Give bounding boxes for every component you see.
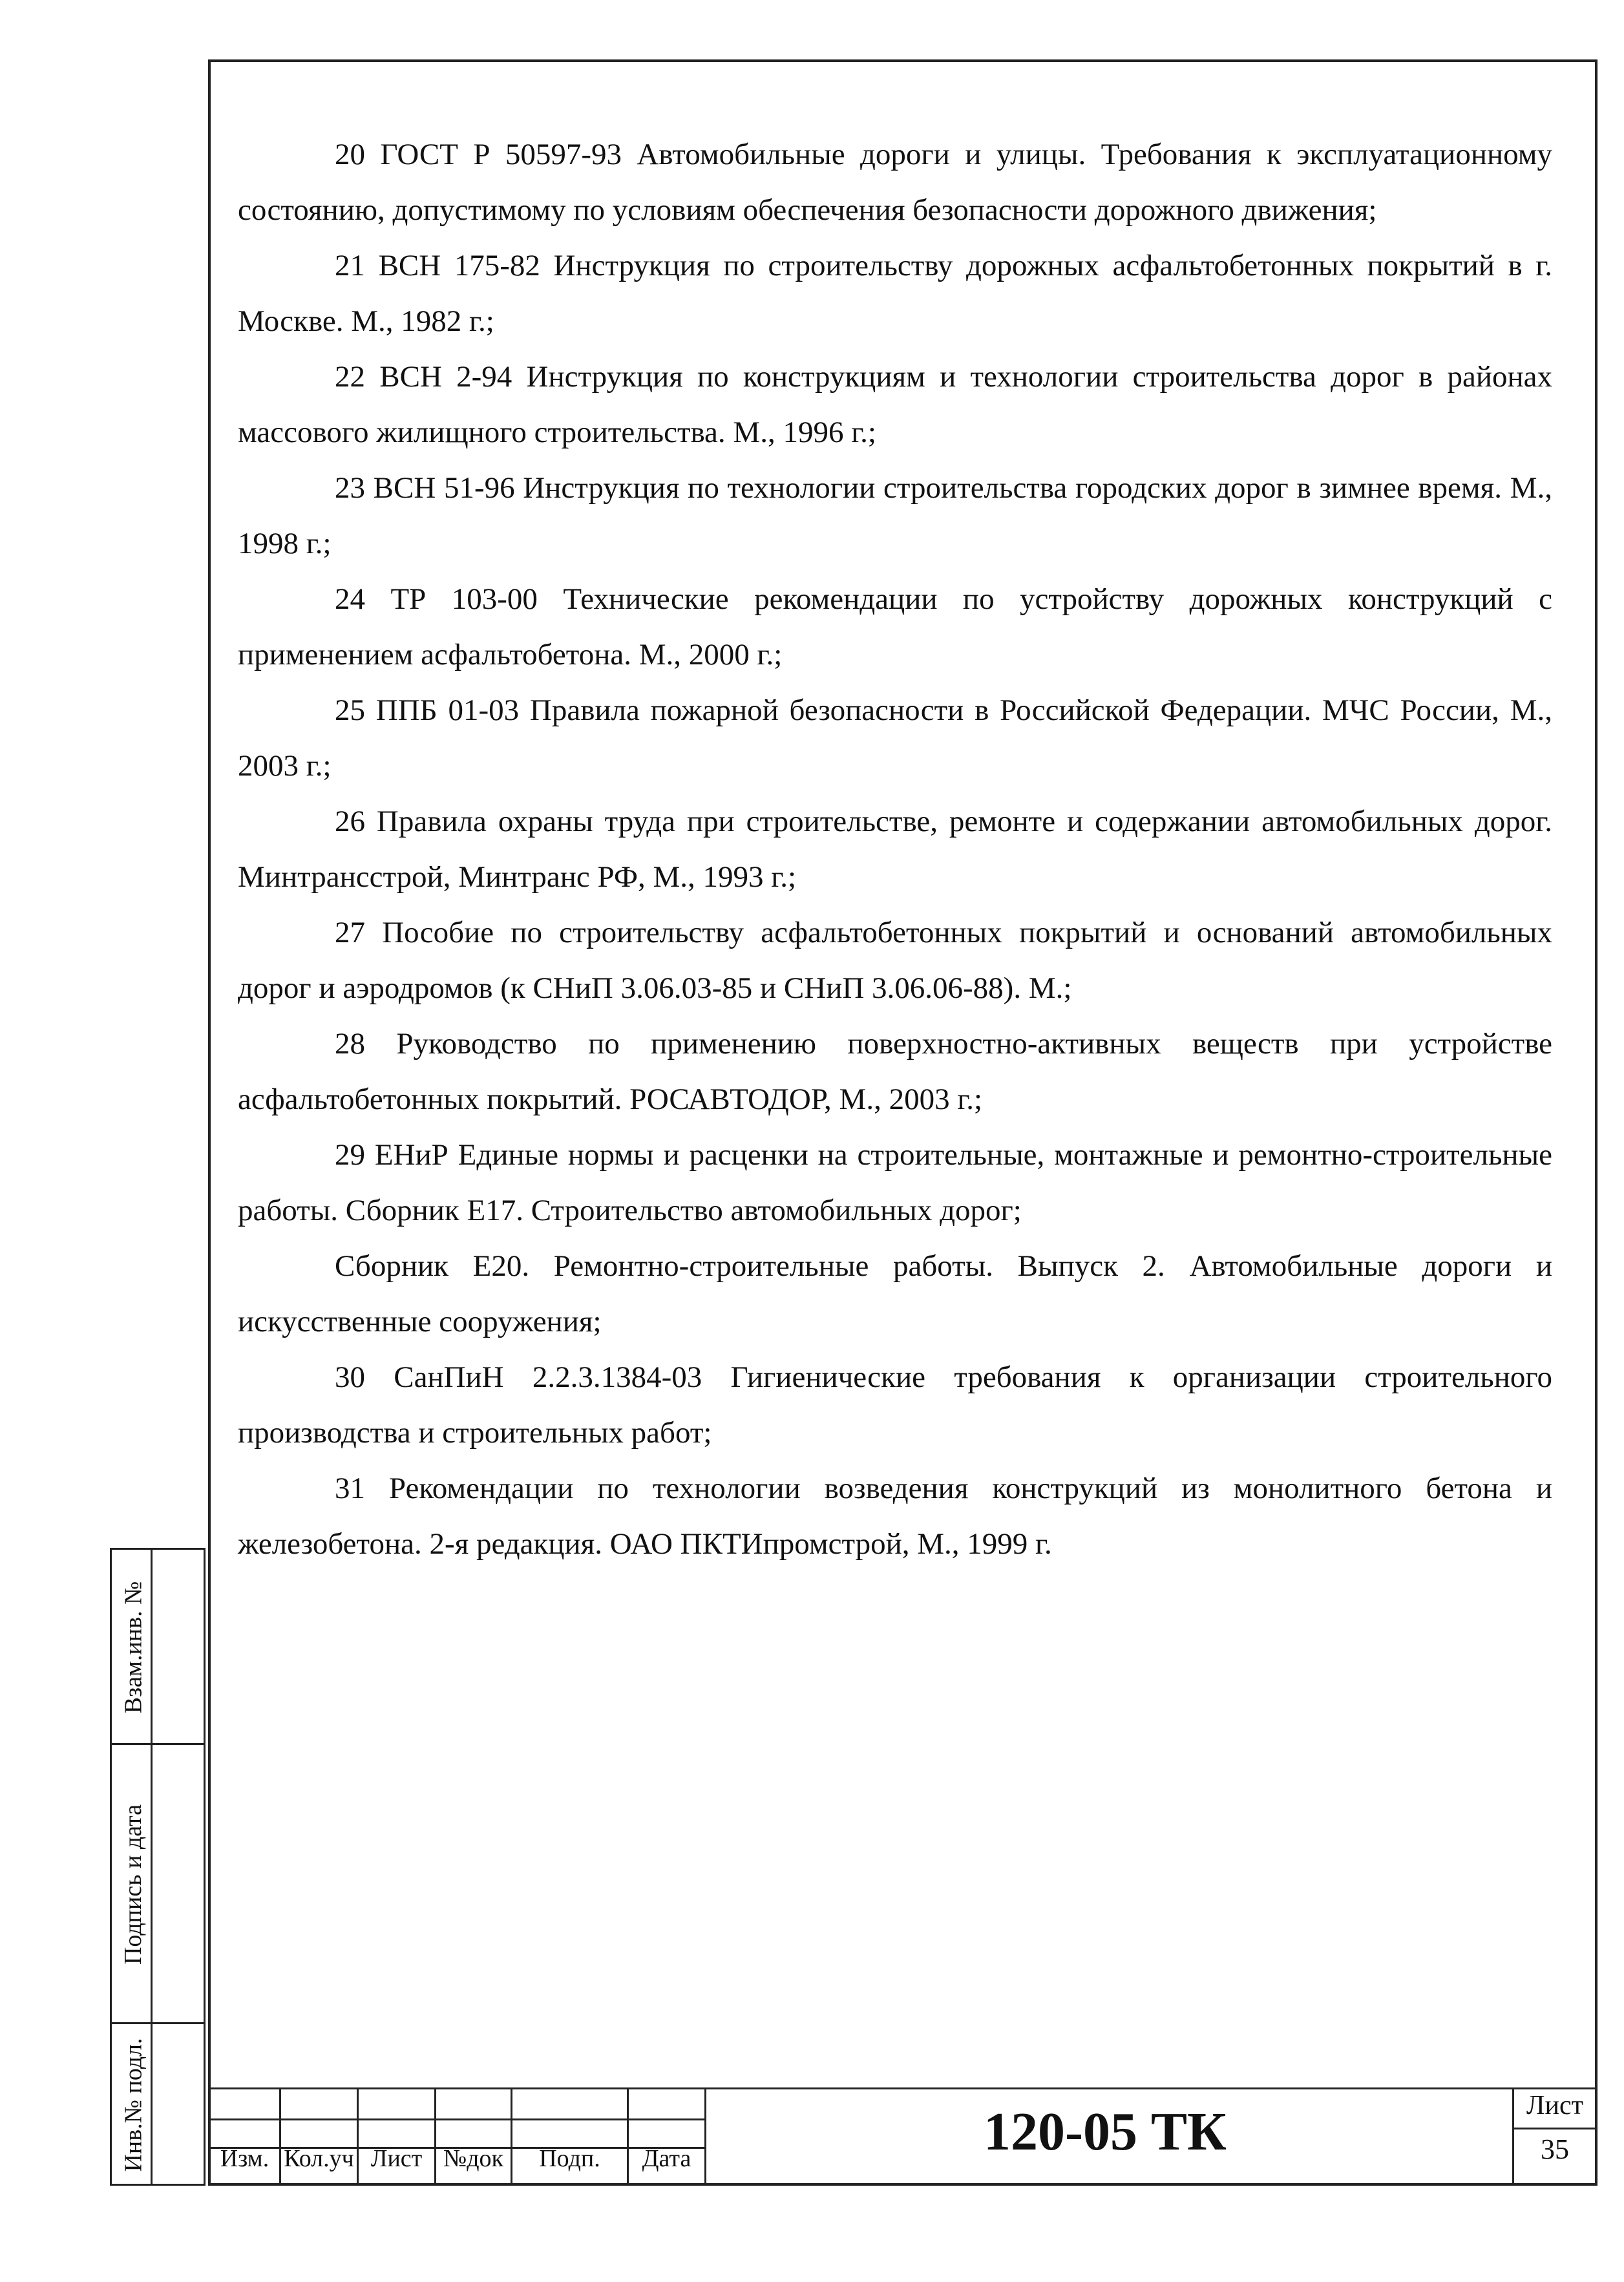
reference-item: 22 ВСН 2-94 Инструкция по конструкциям и технологии строительства дорог в районах массового жилищного строительства. М., 1996 г.; (238, 360, 1552, 449)
reference-item: 20 ГОСТ Р 50597-93 Автомобильные дороги и улицы. Требования к эксплуатационному состоянию, допустимому по условиям обеспечения безопасности дорожного движения; (238, 138, 1552, 227)
reference-item: Сборник Е20. Ремонтно-строительные работы. Выпуск 2. Автомобильные дороги и искусственные сооружения; (238, 1249, 1552, 1338)
sheet-label: Лист (1526, 2091, 1583, 2120)
reference-item: 24 ТР 103-00 Технические рекомендации по устройству дорожных конструкций с применением асфальтобетона. М., 2000 г.; (238, 582, 1552, 671)
references-list (238, 127, 1552, 1572)
title-block-line (208, 2118, 704, 2120)
header-kol-uch: Кол.уч (284, 2145, 354, 2172)
side-stamp (110, 1548, 206, 2186)
reference-item: 21 ВСН 175-82 Инструкция по строительству дорожных асфальтобетонных покрытий в г. Москве. М., 1982 г.; (238, 249, 1552, 338)
inv-podl-label: Инв.№ подл. (120, 2038, 147, 2172)
document-code: 120-05 ТК (984, 2102, 1227, 2162)
reference-item: 27 Пособие по строительству асфальтобетонных покрытий и оснований автомобильных дорог и аэродромов (к СНиП 3.06.03-85 и СНиП 3.06.06-88). М.; (238, 916, 1552, 1005)
header-data: Дата (642, 2145, 691, 2172)
reference-item: 25 ППБ 01-03 Правила пожарной безопасности в Российской Федерации. МЧС России, М., 2003 г.; (238, 693, 1552, 783)
sign-date-label: Подпись и дата (120, 1804, 147, 1965)
title-block-line (1512, 2128, 1598, 2129)
reference-item: 28 Руководство по применению поверхностно-активных веществ при устройстве асфальтобетонных покрытий. РОСАВТОДОР, М., 2003 г.; (238, 1027, 1552, 1116)
zam-inv-label: Взам.инв. № (120, 1581, 147, 1714)
reference-item: 31 Рекомендации по технологии возведения конструкций из монолитного бетона и железобетона. 2-я редакция. ОАО ПКТИпромстрой, М., 1999 г. (238, 1472, 1552, 1561)
reference-item: 30 СанПиН 2.2.3.1384-03 Гигиенические требования к организации строительного производства и строительных работ; (238, 1360, 1552, 1450)
title-block-line (208, 2087, 1598, 2089)
sheet-number: 35 (1541, 2133, 1569, 2165)
header-ndok: №док (443, 2145, 504, 2172)
reference-item: 29 ЕНиР Единые нормы и расценки на строительные, монтажные и ремонтно-строительные работы. Сборник Е17. Строительство автомобильных дорог; (238, 1138, 1552, 1227)
reference-item: 23 ВСН 51-96 Инструкция по технологии строительства городских дорог в зимнее время. М., 1998 г.; (238, 471, 1552, 560)
header-list: Лист (370, 2145, 423, 2172)
reference-item: 26 Правила охраны труда при строительстве, ремонте и содержании автомобильных дорог. Минтрансстрой, Минтранс РФ, М., 1993 г.; (238, 805, 1552, 894)
header-podp: Подп. (539, 2145, 600, 2172)
header-izm: Изм. (220, 2145, 269, 2172)
